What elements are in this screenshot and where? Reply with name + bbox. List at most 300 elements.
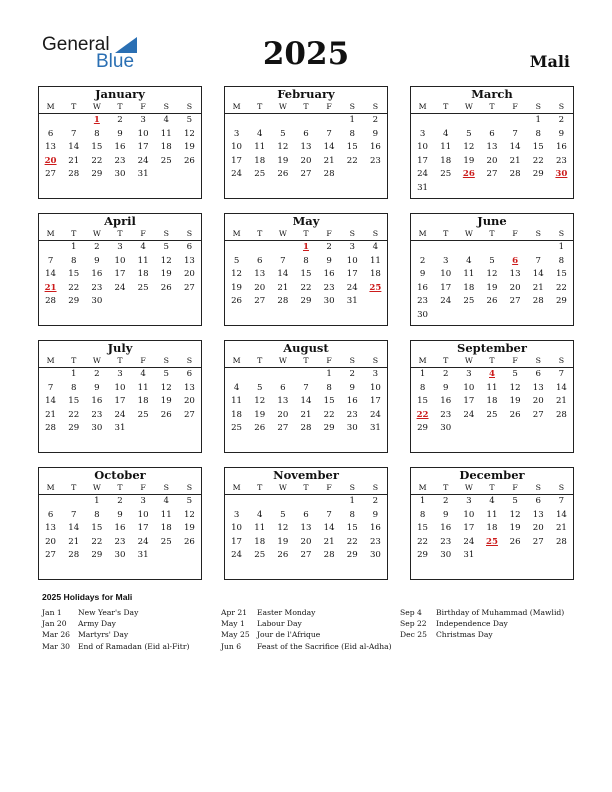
day-cell (457, 114, 480, 128)
day-cell (132, 295, 155, 309)
day-cell: 13 (300, 523, 312, 533)
weekday-label: W (464, 102, 473, 111)
day-cell: 19 (277, 155, 289, 166)
week-row (39, 495, 201, 509)
day-cell: 4 (256, 128, 263, 139)
weekday-label: T (71, 229, 77, 238)
day-cell: 2 (117, 115, 123, 125)
weekday-label: T (443, 356, 449, 365)
day-cell: 15 (68, 269, 80, 279)
day-cell: 27 (300, 169, 312, 179)
week-row (411, 155, 573, 169)
day-cell: 14 (68, 142, 80, 152)
month-title: March (471, 87, 513, 101)
week-row (225, 241, 387, 255)
week-row (39, 128, 201, 142)
day-cell: 4 (256, 509, 263, 520)
week-row (225, 382, 387, 396)
day-cell: 18 (440, 155, 452, 166)
day-cell: 18 (137, 269, 149, 279)
day-cell: 6 (535, 496, 541, 506)
holiday-date: May 25 (221, 630, 250, 640)
day-cell (434, 309, 457, 323)
day-cell: 12 (463, 142, 475, 152)
week-row (225, 268, 387, 282)
day-cell: 16 (369, 142, 381, 152)
day-cell: 31 (137, 550, 149, 560)
weekday-label: S (163, 229, 169, 238)
day-cell: 3 (117, 242, 123, 252)
holiday-date: Jun 6 (221, 641, 242, 651)
week-row (39, 382, 201, 396)
day-cell (248, 495, 271, 509)
weekday-label: S (535, 229, 541, 238)
weekday-label: F (326, 356, 332, 365)
day-cell: 19 (231, 282, 243, 293)
day-cell: 27 (45, 169, 57, 179)
day-cell: 28 (555, 409, 567, 420)
holiday-day-cell: 25 (369, 282, 382, 293)
week-row (39, 155, 201, 169)
day-cell (550, 422, 573, 436)
day-cell: 13 (183, 255, 195, 266)
week-row (411, 549, 573, 563)
day-cell: 22 (346, 536, 358, 547)
day-cell: 30 (114, 550, 126, 560)
day-cell: 23 (417, 296, 429, 306)
day-cell: 3 (233, 128, 240, 139)
day-cell (434, 114, 457, 128)
day-cell: 13 (532, 382, 544, 393)
day-cell: 4 (466, 255, 472, 266)
day-cell: 11 (137, 255, 149, 266)
weekday-label: T (303, 102, 309, 111)
holiday-day-cell: 1 (303, 242, 309, 252)
day-cell: 9 (558, 128, 565, 139)
weekday-label: F (512, 356, 518, 365)
weekday-label: T (257, 102, 263, 111)
week-row (225, 128, 387, 142)
day-cell (480, 182, 503, 196)
day-cell: 4 (442, 128, 449, 139)
weekday-label: T (71, 483, 77, 492)
day-cell: 18 (486, 396, 498, 406)
holiday-name: End of Ramadan (Eid al-Fitr) (78, 641, 190, 651)
day-cell: 23 (555, 155, 567, 166)
day-cell (225, 114, 248, 128)
weekday-label: M (232, 356, 241, 365)
day-cell: 15 (91, 523, 103, 533)
day-cell (271, 241, 294, 255)
month-august (224, 340, 388, 453)
holiday-name: Birthday of Muhammad (Mawlid) (436, 608, 565, 617)
weekday-label: T (489, 229, 495, 238)
week-row (39, 409, 201, 423)
day-cell: 12 (160, 382, 172, 393)
weekday-label: T (303, 356, 309, 365)
weekday-label: S (349, 483, 355, 492)
week-row (411, 268, 573, 282)
day-cell: 21 (68, 155, 80, 166)
day-cell: 2 (442, 496, 449, 506)
day-cell (62, 114, 85, 128)
day-cell: 16 (114, 523, 126, 533)
day-cell: 4 (163, 115, 169, 125)
day-cell: 28 (300, 423, 312, 433)
weekday-label: S (163, 356, 169, 365)
week-row (411, 495, 573, 509)
day-cell (364, 295, 387, 309)
day-cell: 10 (137, 509, 149, 520)
day-cell: 7 (47, 382, 54, 393)
day-cell: 5 (489, 255, 495, 266)
day-cell: 20 (532, 396, 544, 406)
day-cell: 2 (442, 369, 449, 379)
day-cell: 19 (509, 396, 521, 406)
day-cell: 3 (466, 369, 472, 379)
holiday-day-cell: 30 (555, 169, 568, 179)
day-cell: 17 (114, 269, 126, 279)
day-cell: 15 (68, 396, 80, 406)
day-cell: 22 (91, 536, 103, 547)
day-cell (457, 309, 480, 323)
day-cell: 20 (300, 155, 312, 166)
day-cell: 18 (486, 523, 498, 533)
day-cell: 21 (300, 409, 312, 420)
holiday-date: Mar 26 (42, 630, 71, 640)
day-cell (155, 422, 178, 436)
day-cell: 12 (277, 142, 289, 152)
logo-general-text: General (42, 34, 110, 55)
day-cell: 22 (532, 155, 544, 166)
weekday-label: T (303, 229, 309, 238)
week-row (411, 422, 573, 436)
weekday-label: M (418, 356, 427, 365)
day-cell: 12 (231, 269, 243, 279)
day-cell (550, 549, 573, 563)
day-cell: 14 (277, 269, 289, 279)
day-cell: 21 (277, 282, 289, 293)
day-cell: 24 (440, 296, 452, 306)
day-cell: 7 (326, 509, 332, 520)
day-cell: 24 (417, 169, 429, 179)
day-cell: 16 (417, 282, 429, 293)
day-cell: 10 (137, 128, 149, 139)
day-cell: 7 (303, 382, 309, 393)
day-cell: 4 (163, 496, 169, 506)
holiday-item (400, 618, 564, 629)
day-cell (411, 114, 434, 128)
week-row (225, 395, 387, 409)
month-january (38, 86, 202, 199)
day-cell: 28 (68, 550, 80, 560)
weekday-label: W (92, 229, 101, 238)
day-cell: 13 (300, 142, 312, 152)
day-cell (39, 368, 62, 382)
day-cell: 11 (440, 142, 452, 152)
day-cell: 30 (114, 169, 126, 179)
day-cell: 25 (160, 155, 172, 166)
weekday-label: T (303, 483, 309, 492)
day-cell: 12 (486, 269, 498, 279)
day-cell: 26 (486, 296, 498, 306)
weekday-label: T (489, 483, 495, 492)
day-cell: 5 (256, 382, 263, 393)
day-cell: 6 (186, 242, 193, 252)
weekday-label: M (232, 229, 241, 238)
day-cell: 24 (137, 536, 149, 547)
day-cell: 16 (346, 396, 358, 406)
day-cell: 17 (369, 396, 381, 406)
holiday-name: Labour Day (257, 619, 302, 629)
weekday-label: S (558, 102, 565, 111)
weekday-label: W (278, 102, 287, 111)
day-cell: 2 (558, 115, 565, 125)
day-cell: 23 (91, 282, 103, 293)
day-cell: 8 (70, 255, 77, 266)
day-cell (108, 295, 131, 309)
week-row (39, 168, 201, 182)
weekday-label: W (464, 356, 473, 365)
day-cell: 4 (233, 382, 240, 393)
day-cell: 28 (555, 536, 567, 547)
weekday-label: T (443, 102, 449, 111)
month-october (38, 467, 202, 580)
holiday-date: Sep 22 (400, 619, 427, 629)
week-row (411, 382, 573, 396)
holidays-title: 2025 Holidays for Mali (42, 592, 133, 602)
day-cell: 1 (349, 496, 355, 506)
day-cell: 8 (326, 382, 332, 393)
day-cell: 21 (555, 523, 567, 533)
day-cell: 25 (463, 296, 475, 306)
day-cell: 26 (183, 155, 195, 166)
day-cell: 28 (532, 296, 544, 306)
week-row (39, 509, 201, 523)
day-cell: 25 (486, 409, 498, 420)
day-cell: 18 (369, 269, 381, 279)
day-cell: 30 (91, 296, 103, 306)
day-cell: 2 (94, 369, 100, 379)
day-cell (434, 182, 457, 196)
holiday-date: Dec 25 (400, 630, 427, 640)
weekday-label: T (443, 229, 449, 238)
day-cell: 20 (300, 536, 312, 547)
day-cell: 3 (419, 128, 426, 139)
day-cell: 9 (117, 128, 123, 139)
holiday-date: Jan 1 (42, 608, 62, 617)
weekday-header (39, 101, 201, 114)
day-cell: 16 (369, 523, 381, 533)
day-cell: 23 (440, 536, 452, 547)
day-cell: 24 (231, 169, 243, 179)
month-title: September (457, 341, 527, 355)
day-cell: 14 (532, 269, 544, 279)
day-cell: 20 (254, 282, 266, 293)
day-cell: 13 (183, 382, 195, 393)
day-cell: 21 (45, 409, 57, 420)
day-cell: 21 (509, 155, 521, 166)
day-cell: 16 (91, 269, 103, 279)
day-cell (271, 368, 294, 382)
holiday-date: Sep 4 (400, 608, 422, 617)
day-cell: 17 (440, 282, 452, 293)
week-row (225, 155, 387, 169)
week-row (411, 295, 573, 309)
day-cell: 2 (117, 496, 123, 506)
day-cell (504, 309, 527, 323)
day-cell: 14 (555, 509, 567, 520)
week-row (39, 522, 201, 536)
day-cell (294, 114, 317, 128)
day-cell: 1 (419, 369, 426, 379)
day-cell (504, 422, 527, 436)
day-cell: 25 (160, 536, 172, 547)
day-cell: 29 (417, 423, 429, 433)
day-cell: 3 (442, 255, 449, 266)
day-cell: 11 (486, 382, 498, 393)
holiday-item (221, 618, 392, 629)
weekday-header (225, 101, 387, 114)
day-cell: 21 (323, 536, 335, 547)
weekday-label: M (46, 229, 55, 238)
holiday-column (42, 607, 189, 652)
day-cell (527, 241, 550, 255)
day-cell: 3 (466, 496, 472, 506)
day-cell (504, 241, 527, 255)
day-cell (480, 309, 503, 323)
day-cell: 21 (555, 396, 567, 406)
day-cell: 15 (417, 523, 429, 533)
day-cell: 24 (114, 409, 126, 420)
day-cell: 5 (163, 369, 169, 379)
day-cell: 15 (300, 269, 312, 279)
month-july (38, 340, 202, 453)
day-cell: 29 (91, 169, 103, 179)
day-cell: 9 (442, 382, 449, 393)
day-cell: 13 (509, 269, 521, 279)
day-cell: 26 (160, 282, 172, 293)
day-cell: 9 (94, 382, 100, 393)
weekday-label: S (186, 102, 193, 111)
day-cell: 15 (417, 396, 429, 406)
weekday-header (225, 355, 387, 368)
week-row (225, 282, 387, 296)
day-cell: 28 (277, 296, 289, 306)
day-cell: 12 (277, 523, 289, 533)
day-cell: 8 (349, 128, 355, 139)
day-cell: 24 (463, 536, 475, 547)
day-cell: 9 (94, 255, 100, 266)
day-cell: 26 (160, 409, 172, 420)
day-cell: 2 (372, 496, 379, 506)
day-cell: 29 (300, 296, 312, 306)
day-cell: 12 (183, 509, 195, 520)
weekday-label: F (512, 102, 518, 111)
week-row (411, 536, 573, 550)
weekday-label: T (71, 102, 77, 111)
holiday-day-cell: 20 (44, 155, 57, 166)
day-cell: 5 (466, 128, 472, 139)
day-cell (457, 422, 480, 436)
day-cell: 14 (300, 396, 312, 406)
day-cell (178, 549, 201, 563)
weekday-label: F (140, 483, 146, 492)
day-cell: 11 (254, 142, 266, 152)
day-cell: 24 (463, 409, 475, 420)
day-cell: 9 (442, 509, 449, 520)
weekday-label: F (140, 102, 146, 111)
day-cell: 5 (163, 242, 169, 252)
month-june (410, 213, 574, 326)
day-cell (411, 241, 434, 255)
week-row (225, 114, 387, 128)
day-cell: 21 (323, 155, 335, 166)
holiday-name: Army Day (78, 619, 116, 629)
day-cell: 30 (91, 423, 103, 433)
weekday-label: F (140, 229, 146, 238)
day-cell: 23 (91, 409, 103, 420)
weekday-label: F (512, 483, 518, 492)
day-cell: 1 (558, 242, 565, 252)
week-row (225, 255, 387, 269)
day-cell: 23 (369, 155, 381, 166)
week-row (39, 422, 201, 436)
day-cell: 5 (280, 509, 286, 520)
day-cell: 10 (417, 142, 429, 152)
day-cell: 18 (254, 536, 266, 547)
day-cell: 17 (463, 396, 475, 406)
weekday-header (39, 482, 201, 495)
logo-blue-text: Blue (96, 51, 135, 72)
holiday-date: Apr 21 (221, 608, 248, 617)
day-cell: 8 (419, 382, 426, 393)
day-cell: 2 (372, 115, 379, 125)
day-cell: 6 (47, 128, 54, 139)
day-cell: 27 (532, 409, 544, 420)
day-cell: 19 (183, 523, 195, 533)
day-cell: 1 (419, 496, 426, 506)
weekday-label: T (117, 229, 123, 238)
week-row (225, 522, 387, 536)
day-cell: 29 (532, 169, 544, 179)
holiday-name: Feast of the Sacrifice (Eid al-Adha) (257, 641, 392, 651)
day-cell: 1 (326, 369, 332, 379)
day-cell: 7 (70, 128, 77, 139)
weekday-label: F (140, 356, 146, 365)
day-cell: 9 (326, 255, 332, 266)
weekday-header (411, 228, 573, 241)
day-cell: 18 (463, 282, 475, 293)
day-cell: 26 (277, 550, 289, 560)
day-cell: 18 (137, 396, 149, 406)
day-cell: 29 (555, 296, 567, 306)
day-cell: 2 (326, 242, 332, 252)
day-cell: 13 (45, 523, 57, 533)
day-cell: 27 (183, 282, 195, 293)
day-cell: 3 (233, 509, 240, 520)
weekday-label: W (92, 483, 101, 492)
weekday-label: S (372, 102, 379, 111)
day-cell (294, 368, 317, 382)
day-cell: 17 (346, 269, 358, 279)
weekday-label: S (535, 356, 541, 365)
day-cell: 28 (68, 169, 80, 179)
weekday-label: W (278, 229, 287, 238)
day-cell (318, 495, 341, 509)
day-cell (248, 368, 271, 382)
day-cell: 28 (45, 423, 57, 433)
